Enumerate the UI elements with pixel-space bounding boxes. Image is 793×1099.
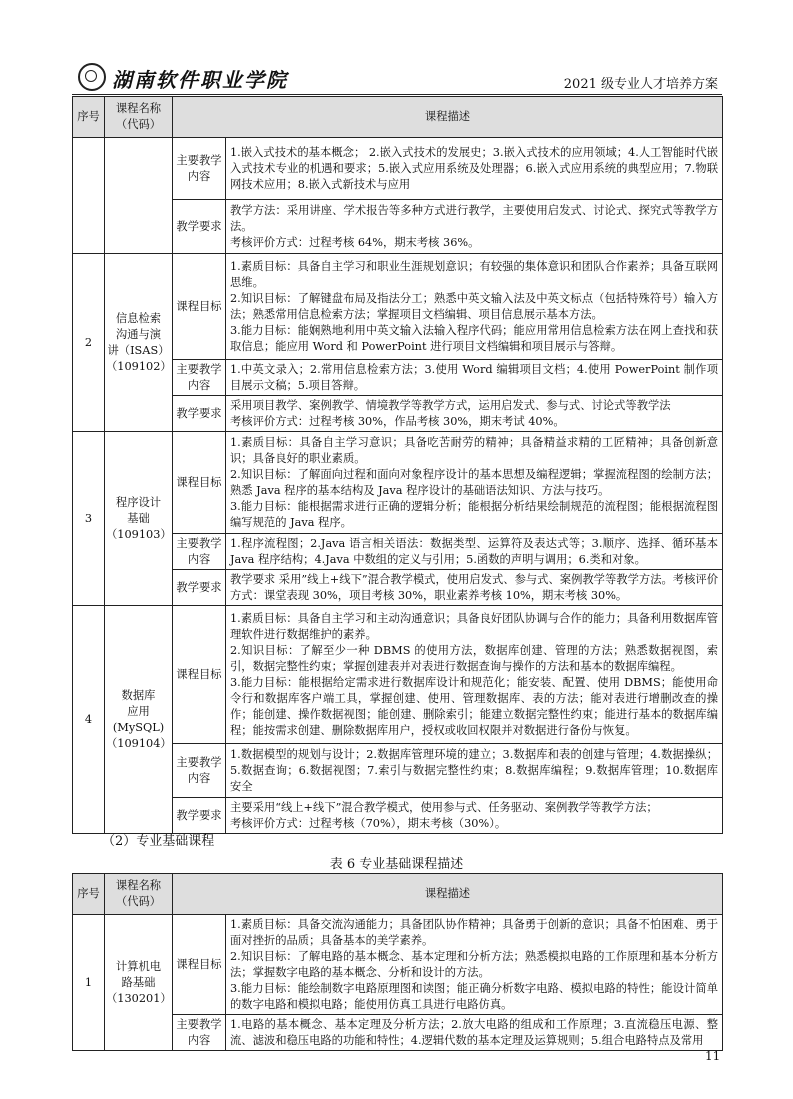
content-line: 1.素质目标：具备自主学习和职业生涯规划意识；有较强的集体意识和团队合作素养；具备互联网思维。 xyxy=(230,259,719,289)
section-label: 课程目标 xyxy=(173,915,226,1015)
section-content xyxy=(226,254,723,360)
section-label: 教学要求 xyxy=(173,200,226,254)
content-line: 1.程序流程图；2.Java 语言相关语法：数据类型、运算符及表达式等；3.顺序、选择、循环基本 Java 程序结构；4.Java 中数组的定义与引用；5.函数的声明与调用；6.类和对象。 xyxy=(230,536,719,566)
school-seal-icon xyxy=(78,63,106,91)
table-header-row xyxy=(73,97,723,138)
section-content xyxy=(226,744,723,798)
table-row xyxy=(73,138,723,200)
column-header-description: 课程描述 xyxy=(173,874,723,915)
content-line: 2.知识目标：了解至少一种 DBMS 的使用方法，数据库创建、管理的方法；熟悉数据视图，索引，数据完整性约束；掌握创建表并对表进行数据查询与操作的方法和基本的数据库编程。 xyxy=(230,643,719,673)
column-header-course-name: 课程名称（代码） xyxy=(105,874,173,915)
section-content xyxy=(226,200,723,254)
section-label: 教学要求 xyxy=(173,570,226,606)
content-line: 主要采用“线上+线下”混合教学模式，使用参与式、任务驱动、案例教学等教学方法； xyxy=(230,800,658,814)
column-header-no: 序号 xyxy=(73,97,105,138)
content-line: 1.素质目标：具备交流沟通能力；具备团队协作精神；具备勇于创新的意识；具备不怕困难、勇于面对挫折的品质；具备基本的美学素养。 xyxy=(230,917,719,947)
table-row xyxy=(73,432,723,534)
section-heading: （2）专业基础课程 xyxy=(102,834,215,849)
content-line: 3.能力目标：能绘制数字电路原理图和读图；能正确分析数字电路、模拟电路的特性；能设计简单的数字电路和模拟电路；能使用仿真工具进行电路仿真。 xyxy=(230,981,719,1011)
table-row xyxy=(73,915,723,1015)
content-line: 1.素质目标：具备自主学习意识；具备吃苦耐劳的精神；具备精益求精的工匠精神；具备创新意识；具备良好的职业素质。 xyxy=(230,435,719,465)
section-label: 课程目标 xyxy=(173,254,226,360)
content-line: 3.能力目标：能娴熟地利用中英文输入法输入程序代码；能应用常用信息检索方法在网上查找和获取信息；能应用 Word 和 PowerPoint 进行项目文档编辑和项目展示与答辩。 xyxy=(230,323,719,353)
section-label: 主要教学内容 xyxy=(173,360,226,396)
content-line: 1.中英文录入；2.常用信息检索方法；3.使用 Word 编辑项目文档；4.使用 PowerPoint 制作项目展示文稿；5.项目答辩。 xyxy=(230,362,719,392)
column-header-no: 序号 xyxy=(73,874,105,915)
course-name xyxy=(105,606,173,834)
table-body xyxy=(73,915,723,1051)
section-label: 主要教学内容 xyxy=(173,138,226,200)
section-label: 教学要求 xyxy=(173,396,226,432)
section-label: 主要教学内容 xyxy=(173,1015,226,1051)
section-content xyxy=(226,360,723,396)
column-header-description: 课程描述 xyxy=(173,97,723,138)
content-line: 1.嵌入式技术的基本概念； 2.嵌入式技术的发展史；3.嵌入式技术的应用领域；4.人工智能时代嵌入式技术专业的机遇和要求；5.嵌入式应用系统及处理器；6.嵌入式应用系统的典型应用；7.物联网技术应用；8.嵌入式新技术与应用 xyxy=(230,145,719,191)
course-number: 3 xyxy=(73,432,105,606)
column-header-course-name: 课程名称（代码） xyxy=(105,97,173,138)
section-content xyxy=(226,570,723,606)
section-content xyxy=(226,798,723,834)
content-line: 2.知识目标：了解键盘布局及指法分工；熟悉中英文输入法及中英文标点（包括特殊符号）输入方法；熟悉常用信息检索方法；掌握项目文档编辑、项目信息展示基本方法。 xyxy=(230,291,719,321)
course-code: （109102） xyxy=(106,359,172,373)
content-line: 1.素质目标：具备自主学习和主动沟通意识；具备良好团队协调与合作的能力；具备利用数据库管理软件进行数据维护的素养。 xyxy=(230,611,719,641)
content-line: 考核评价方式：过程考核 64%，期末考核 36%。 xyxy=(230,235,480,249)
document-title: 2021 级专业人才培养方案 xyxy=(563,77,718,92)
section-label: 主要教学内容 xyxy=(173,534,226,570)
content-line: 1.电路的基本概念、基本定理及分析方法；2.放大电路的组成和工作原理；3.直流稳压电源、整流、滤波和稳压电路的功能和特性；4.逻辑代数的基本定理及运算规则；5.组合电路特点及常用 xyxy=(230,1017,719,1047)
page-number: 11 xyxy=(705,1049,721,1063)
course-code: （109103） xyxy=(106,527,172,541)
section-label: 教学要求 xyxy=(173,798,226,834)
course-number xyxy=(73,138,105,254)
section-content xyxy=(226,606,723,744)
section-content xyxy=(226,432,723,534)
table-body xyxy=(73,138,723,834)
content-line: 2.知识目标：了解面向过程和面向对象程序设计的基本思想及编程逻辑；掌握流程图的绘制方法；熟悉 Java 程序的基本结构及 Java 程序设计的基础语法知识、方法与技巧。 xyxy=(230,467,719,497)
content-line: 考核评价方式：过程考核 30%，作品考核 30%，期末考试 40%。 xyxy=(230,414,565,428)
course-name-line: 应用 xyxy=(127,704,150,718)
course-name-line: 数据库 xyxy=(121,688,156,702)
section-label: 课程目标 xyxy=(173,606,226,744)
course-code: （130201） xyxy=(106,991,172,1005)
course-name-line: 讲（ISAS） xyxy=(107,343,170,357)
content-line: 教学要求 采用”线上+线下”混合教学模式，使用启发式、参与式、案例教学等教学方法。考核评价方式：课堂表现 30%，项目考核 30%，职业素养考核 10%，期末考核 30%。 xyxy=(230,572,719,602)
section-content xyxy=(226,138,723,200)
course-name-line: (MySQL) xyxy=(112,720,165,734)
course-name xyxy=(105,432,173,606)
table-row xyxy=(73,606,723,744)
content-line: 3.能力目标：能根据给定需求进行数据库设计和规范化；能安装、配置、使用 DBMS；能使用命令行和数据库客户端工具，掌握创建、使用、管理数据库、表的方法；能对表进行增删改查的操作；能创建、操作数据视图；能创建、删除索引；能建立数据完整性约束；能进行基本的数据库编程；能按需求创建、删除数据库用户，授权或收回权限并对数据进行备份与恢复。 xyxy=(230,675,719,737)
course-number: 1 xyxy=(73,915,105,1051)
course-number: 4 xyxy=(73,606,105,834)
course-name xyxy=(105,254,173,432)
page-header xyxy=(72,60,722,95)
course-number: 2 xyxy=(73,254,105,432)
course-code: （109104） xyxy=(106,736,172,750)
content-line: 1.数据模型的规划与设计；2.数据库管理环境的建立；3.数据库和表的创建与管理；4.数据操纵；5.数据查询；6.数据视图；7.索引与数据完整性约束；8.数据库编程；9.数据库管理；10.数据库安全 xyxy=(230,747,719,793)
course-name-line: 信息检索 xyxy=(115,311,162,325)
section-content xyxy=(226,915,723,1015)
section-content xyxy=(226,534,723,570)
table-caption: 表 6 专业基础课程描述 xyxy=(329,857,464,872)
school-name-logo: 湖南软件职业学院 xyxy=(112,68,288,92)
course-name-line: 基础 xyxy=(127,511,150,525)
content-line: 2.知识目标：了解电路的基本概念、基本定理和分析方法；熟悉模拟电路的工作原理和基本分析方法；掌握数字电路的基本概念、分析和设计的方法。 xyxy=(230,949,719,979)
section-label: 主要教学内容 xyxy=(173,744,226,798)
section-label: 课程目标 xyxy=(173,432,226,534)
table-header-row xyxy=(73,874,723,915)
course-name xyxy=(105,915,173,1051)
course-table-main xyxy=(72,96,723,834)
content-line: 考核评价方式：过程考核（70%），期末考核（30%）。 xyxy=(230,816,507,830)
section-content xyxy=(226,396,723,432)
course-name-line: 路基础 xyxy=(121,975,156,989)
course-table-foundation xyxy=(72,873,723,1051)
course-name-line: 程序设计 xyxy=(115,495,162,509)
course-name-line: 沟通与演 xyxy=(115,327,162,341)
section-content xyxy=(226,1015,723,1051)
content-line: 3.能力目标：能根据需求进行正确的逻辑分析；能根据分析结果绘制规范的流程图；能根据流程图编写规范的 Java 程序。 xyxy=(230,499,719,529)
content-line: 教学方法：采用讲座、学术报告等多种方式进行教学，主要使用启发式、讨论式、探究式等教学方法。 xyxy=(230,203,719,233)
content-line: 采用项目教学、案例教学、情境教学等教学方式，运用启发式、参与式、讨论式等教学法 xyxy=(230,398,671,412)
course-name xyxy=(105,138,173,254)
course-name-line: 计算机电 xyxy=(115,959,162,973)
table-row xyxy=(73,254,723,360)
